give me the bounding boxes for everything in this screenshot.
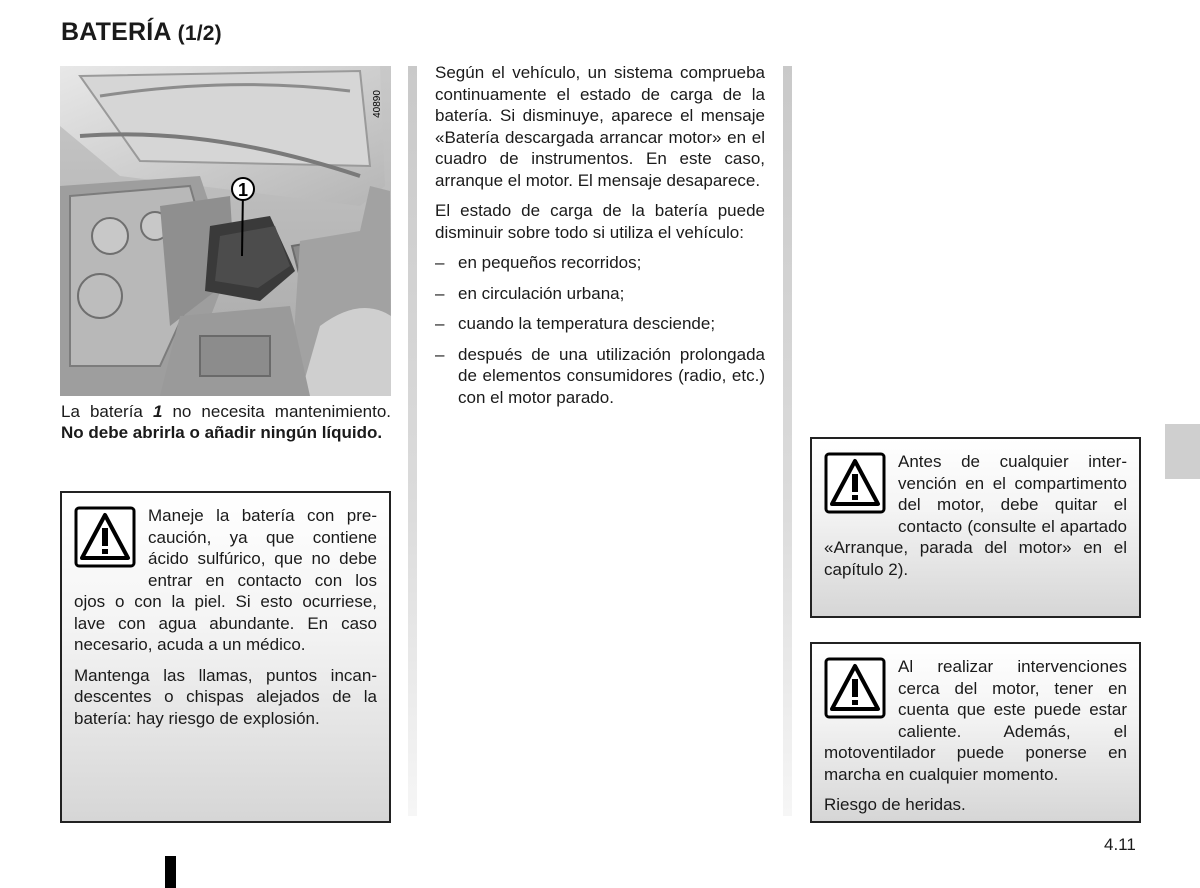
column-divider-left: [408, 66, 417, 816]
list-item: [435, 252, 765, 274]
warning-right-top-paragraph: Antes de cualquier intervención en el compartimento del motor, debe quitar el contacto (consulte el apartado «Arranque, parada del motor» en el capítulo 2).: [824, 452, 1127, 579]
list-dash: –: [435, 314, 445, 333]
list-item-text: después de una utilización prolongada de elementos consumidores (radio, etc.) con el motor parado.: [458, 344, 765, 407]
list-dash: –: [435, 344, 445, 364]
warning-box-hot-engine: [810, 642, 1141, 823]
chapter-tab: [1165, 424, 1200, 479]
list-item-text: cuando la temperatura desciende;: [458, 314, 716, 333]
usage-conditions-list: [435, 252, 765, 408]
warning-left-paragraph-2: Mantenga las llamas, puntos incandescentes o chispas alejados de la batería: hay riesgo de explosión.: [74, 665, 377, 728]
warning-triangle-icon: [824, 657, 886, 719]
warning-box-battery-acid: [60, 491, 391, 823]
caption-text-1: La batería: [61, 402, 153, 421]
warning-triangle-icon: [824, 452, 886, 514]
list-item-text: en pequeños recorridos;: [458, 253, 642, 272]
crop-mark: [165, 856, 176, 888]
warning-right-bottom-paragraph-2: Riesgo de heridas.: [824, 795, 966, 814]
callout-number: 1: [237, 180, 249, 200]
list-item: [435, 283, 765, 305]
figure-reference: 40890: [372, 90, 383, 118]
title-text: BATERÍA: [61, 18, 172, 46]
caption-battery-number: 1: [152, 402, 163, 421]
title-part: (1/2): [177, 22, 222, 45]
caption-bold-text: No debe abrirla o añadir ningún líquido.: [61, 423, 383, 442]
engine-bay-illustration: [60, 66, 391, 396]
caption-text-2: no necesita mantenimiento.: [162, 402, 392, 421]
list-item-text: en circulación urbana;: [458, 283, 625, 303]
engine-bay-figure: [60, 66, 391, 396]
list-item: [435, 313, 765, 335]
main-text-column: [435, 62, 765, 417]
warning-box-ignition-off: [810, 437, 1141, 618]
figure-caption: [61, 401, 391, 443]
list-dash: –: [435, 253, 445, 272]
page-title: [61, 18, 222, 47]
page-number: 4.11: [1104, 835, 1136, 854]
charge-decrease-paragraph: El estado de carga de la batería puede disminuir sobre todo si utiliza el vehículo:: [435, 201, 765, 242]
list-item: [435, 344, 765, 409]
column-divider-right: [783, 66, 792, 816]
warning-triangle-icon: [74, 506, 136, 568]
warning-left-paragraph-1: Maneje la batería con precaución, ya que contiene ácido sulfúrico, que no debe entrar en contacto con los ojos o con la piel. Si esto ocurriese, lave con agua abundante. En caso necesario, acuda a un médico.: [74, 506, 377, 654]
list-dash: –: [435, 283, 445, 303]
warning-right-bottom-paragraph-1: Al realizar intervenciones cerca del motor, tener en cuenta que este puede estar caliente. Además, el motoventilador puede ponerse en marcha en cualquier momento.: [824, 657, 1127, 784]
charge-monitoring-paragraph: Según el vehículo, un sistema comprueba continuamente el estado de carga de la batería. Si disminuye, aparece el mensaje «Batería descargada arrancar motor» en el cuadro de instrumentos. En este caso, arranque el motor. El mensaje desaparece.: [435, 63, 765, 190]
